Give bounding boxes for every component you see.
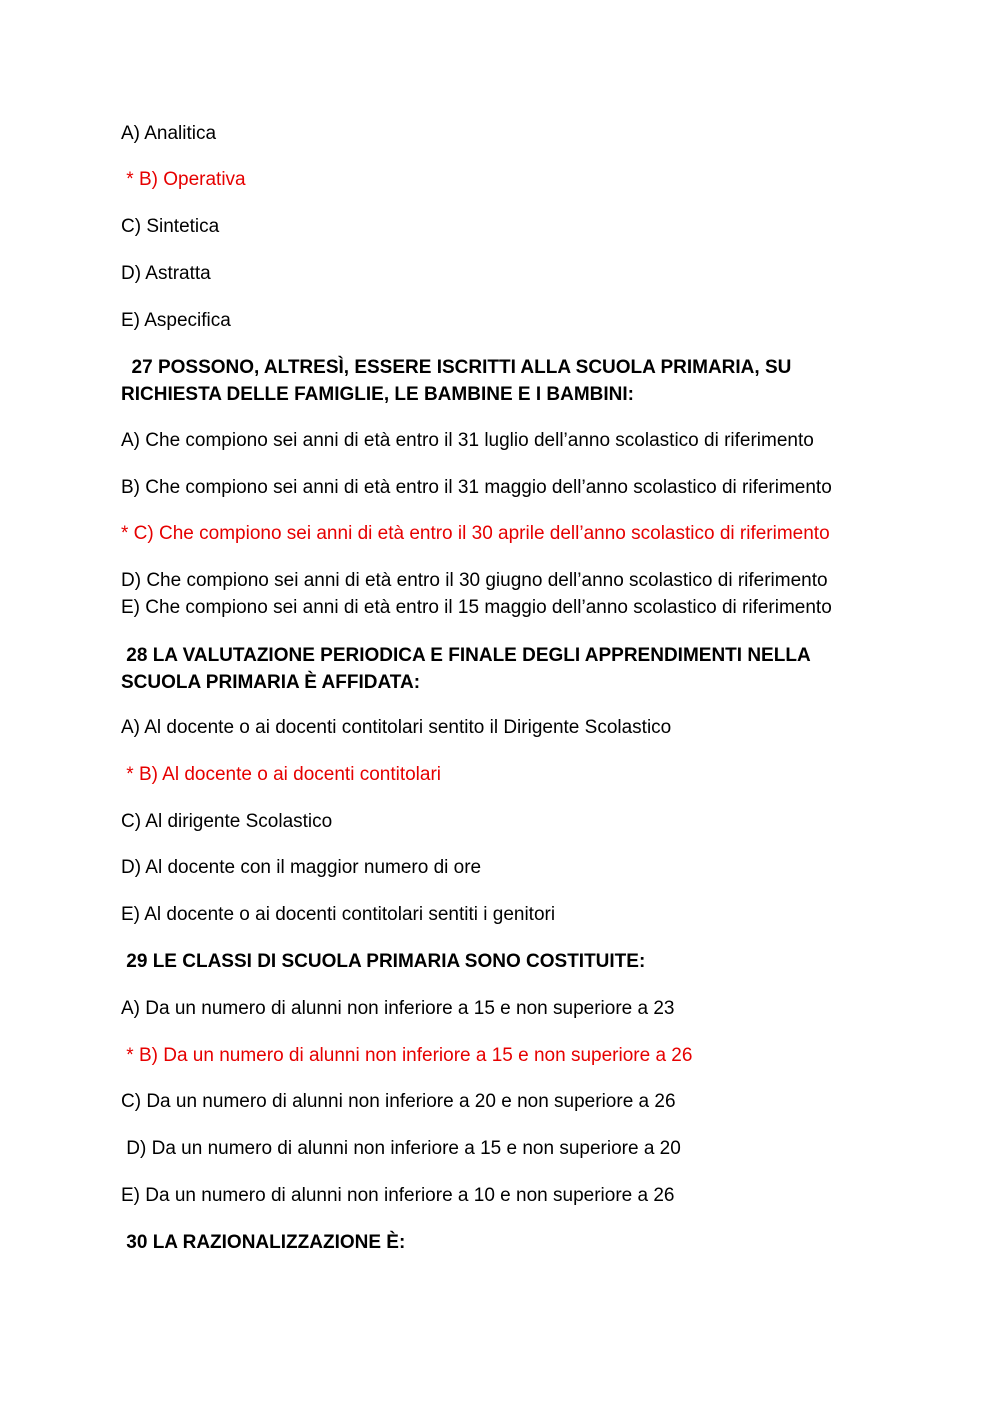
q30-title: 30 LA RAZIONALIZZAZIONE È: <box>121 1232 406 1253</box>
q28-title-line1: 28 LA VALUTAZIONE PERIODICA E FINALE DEGLI APPRENDIMENTI NELLA <box>121 645 811 666</box>
q26-option-d: D) Astratta <box>121 263 211 284</box>
q26-option-c: C) Sintetica <box>121 216 220 237</box>
q29-option-e: E) Da un numero di alunni non inferiore a 10 e non superiore a 26 <box>121 1185 675 1206</box>
q27-title-line1: 27 POSSONO, ALTRESÌ, ESSERE ISCRITTI ALLA SCUOLA PRIMARIA, SU <box>121 357 792 378</box>
q28-option-e: E) Al docente o ai docenti contitolari sentiti i genitori <box>121 904 556 925</box>
q27-option-c-correct: * C) Che compiono sei anni di età entro il 30 aprile dell’anno scolastico di riferimento <box>121 523 830 544</box>
q29-option-d: D) Da un numero di alunni non inferiore a 15 e non superiore a 20 <box>121 1138 681 1159</box>
q27-title <box>121 354 881 408</box>
q26-option-b-correct: * B) Operativa <box>121 169 246 190</box>
q28-title <box>121 642 881 696</box>
q28-option-c: C) Al dirigente Scolastico <box>121 811 333 832</box>
q29-title: 29 LE CLASSI DI SCUOLA PRIMARIA SONO COSTITUITE: <box>121 951 646 972</box>
q26-option-e: E) Aspecifica <box>121 310 231 331</box>
q29-option-a: A) Da un numero di alunni non inferiore a 15 e non superiore a 23 <box>121 998 675 1019</box>
q29-option-c: C) Da un numero di alunni non inferiore a 20 e non superiore a 26 <box>121 1091 676 1112</box>
q28-title-line2: SCUOLA PRIMARIA È AFFIDATA: <box>121 672 421 693</box>
q27-option-d: D) Che compiono sei anni di età entro il 30 giugno dell’anno scolastico di riferimento <box>121 570 828 591</box>
q29-option-b-correct: * B) Da un numero di alunni non inferiore a 15 e non superiore a 26 <box>121 1045 693 1066</box>
q27-option-a: A) Che compiono sei anni di età entro il 31 luglio dell’anno scolastico di riferimento <box>121 430 814 451</box>
q27-option-b: B) Che compiono sei anni di età entro il 31 maggio dell’anno scolastico di riferimento <box>121 477 832 498</box>
q28-option-d: D) Al docente con il maggior numero di ore <box>121 857 482 878</box>
q28-option-b-correct: * B) Al docente o ai docenti contitolari <box>121 764 442 785</box>
q27-title-line2: RICHIESTA DELLE FAMIGLIE, LE BAMBINE E I BAMBINI: <box>121 384 634 405</box>
q28-option-a: A) Al docente o ai docenti contitolari sentito il Dirigente Scolastico <box>121 717 672 738</box>
q26-option-a: A) Analitica <box>121 123 217 144</box>
q27-option-e: E) Che compiono sei anni di età entro il 15 maggio dell’anno scolastico di riferimento <box>121 597 832 618</box>
